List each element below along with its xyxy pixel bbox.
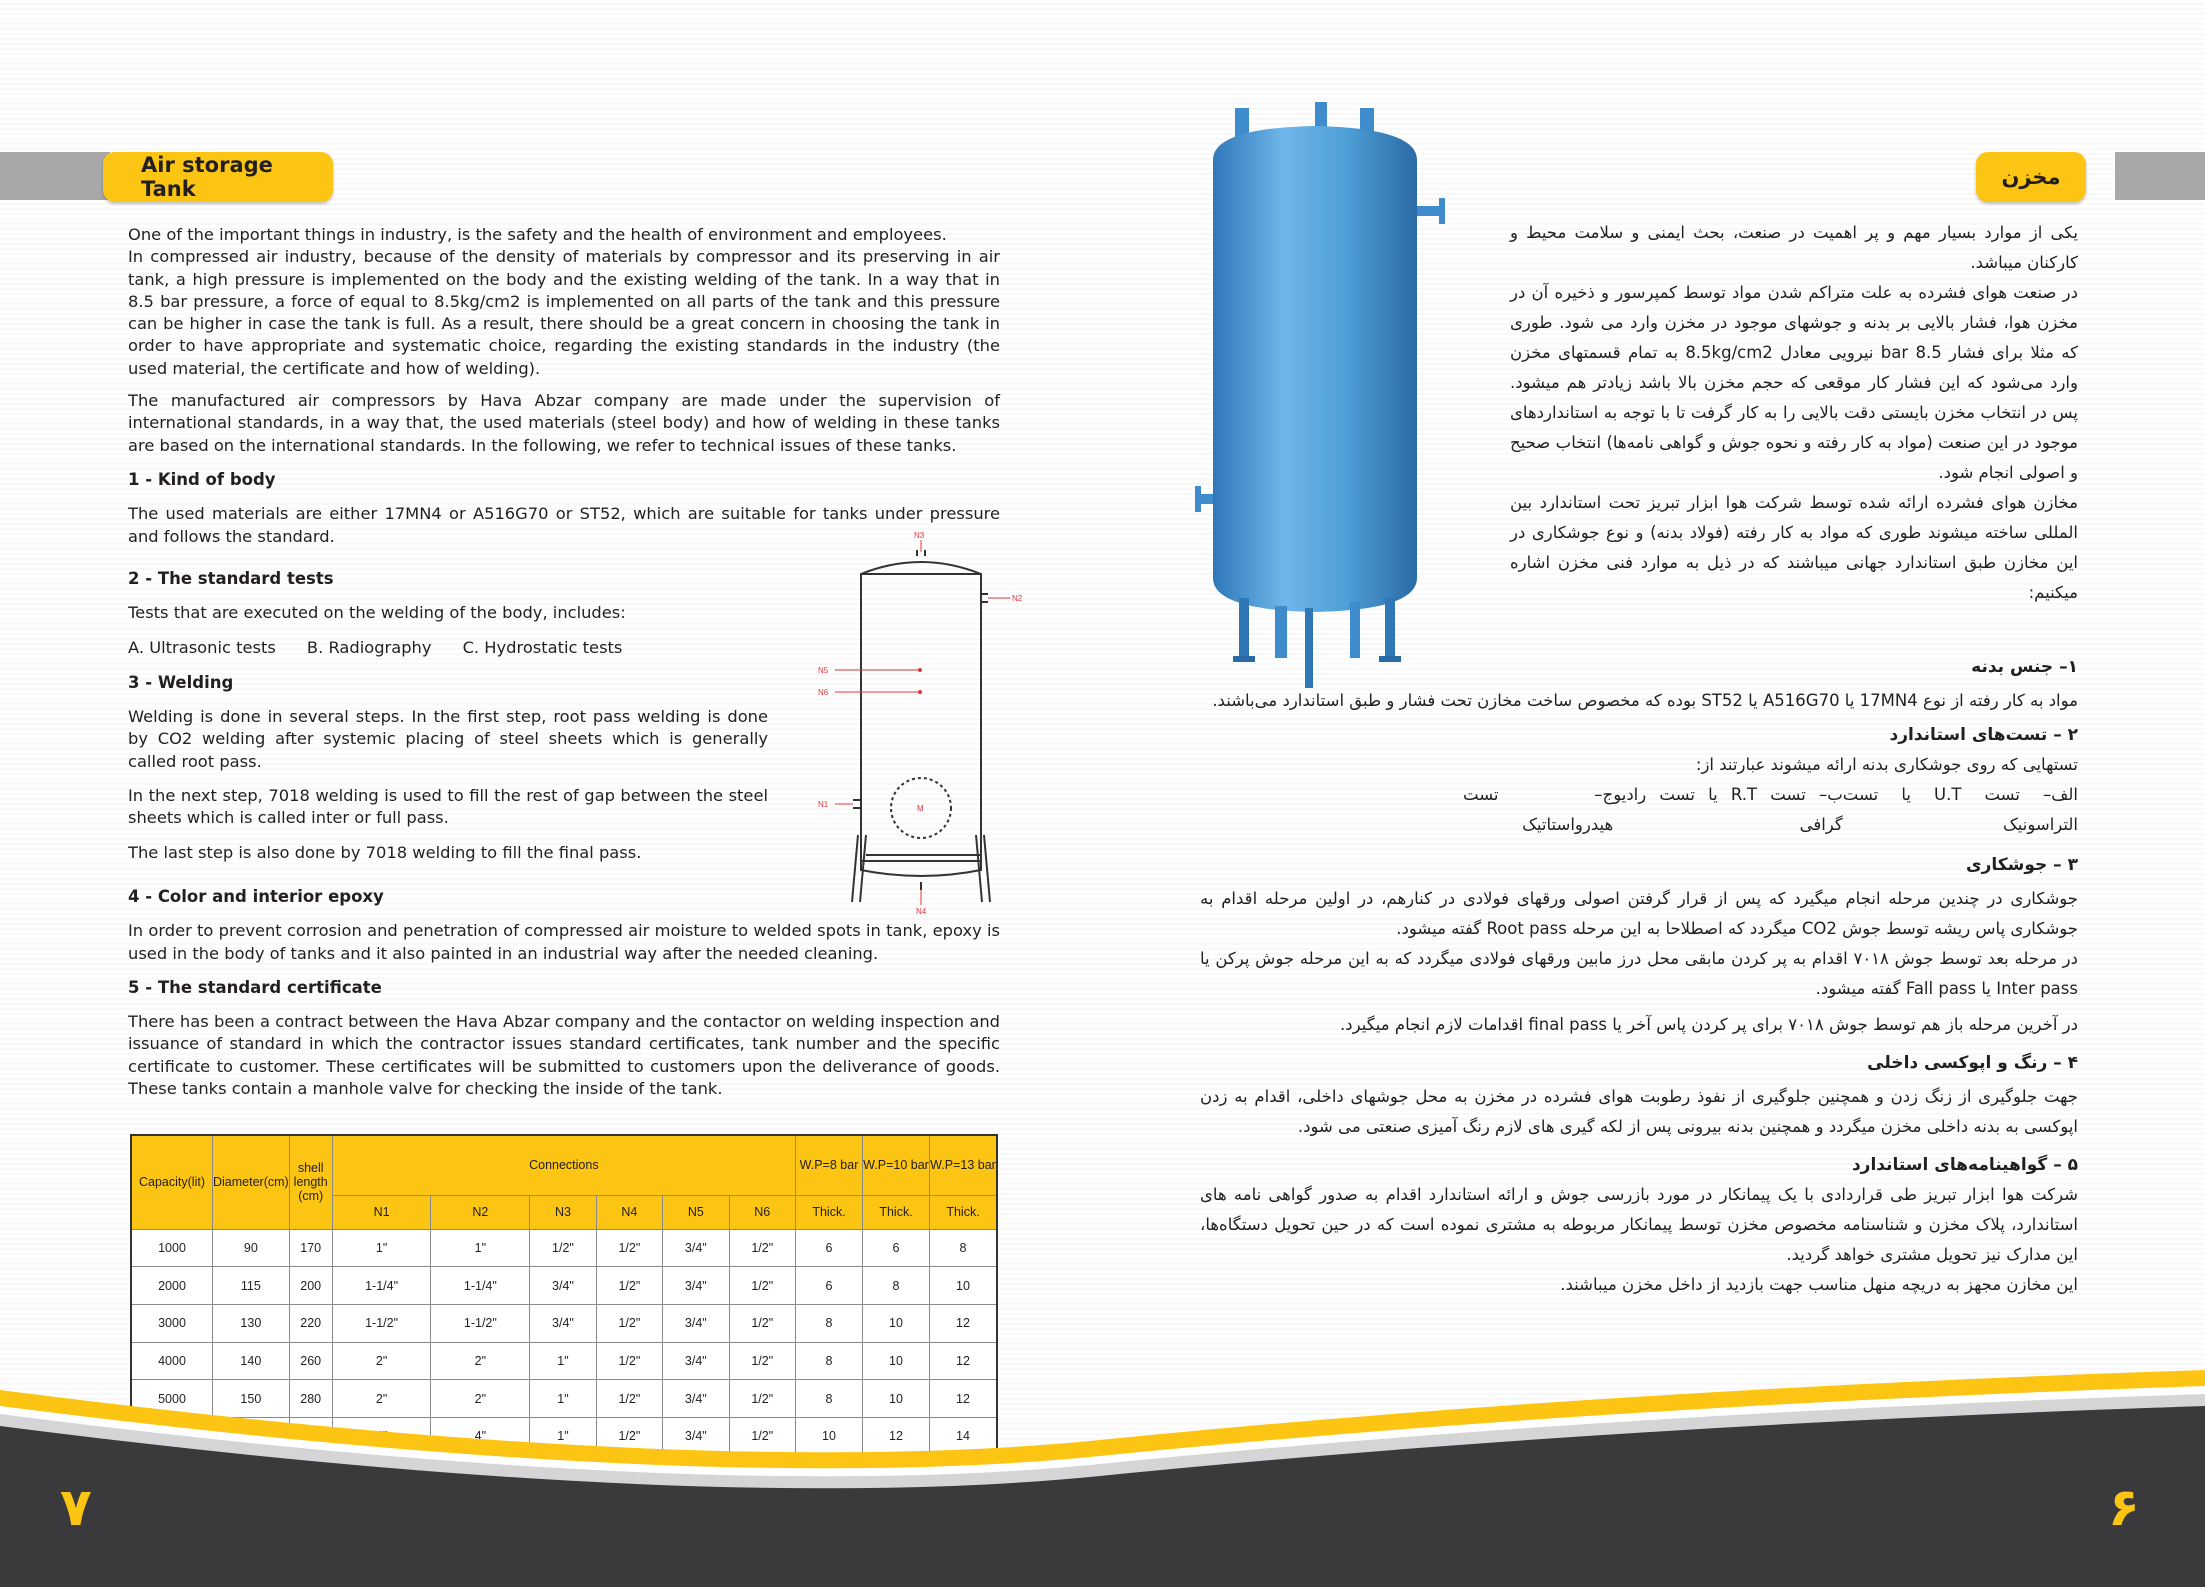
- right-sections: [1200, 652, 2078, 1300]
- test-item: ج– تست هیدرواستاتیک: [1463, 785, 1614, 834]
- table-cell: 2": [431, 1380, 530, 1418]
- intro-paragraph: The manufactured air compressors by Hava Abzar company are made under the supervision of international standards, in a way that, the used materials (steel body) and how of welding in these tanks are based on the international standards. In the following, we refer to technical issues of these tanks.: [128, 391, 1000, 455]
- table-cell: 1/2": [596, 1229, 662, 1267]
- table-cell: 10: [863, 1305, 930, 1343]
- table-cell: 3/4": [663, 1417, 729, 1455]
- col-connections: Connections: [332, 1135, 795, 1195]
- table-cell: 90: [213, 1229, 290, 1267]
- table-cell: 1": [530, 1342, 596, 1380]
- section-heading-body: ۱– جنس بدنه: [1971, 657, 2078, 677]
- table-cell: 3/4": [663, 1229, 729, 1267]
- table-cell: 8: [930, 1229, 998, 1267]
- page-number-left: ۷: [60, 1478, 92, 1538]
- right-section-title: مخزن: [1976, 152, 2086, 202]
- table-cell: 3000: [131, 1305, 213, 1343]
- table-cell: 1": [332, 1229, 431, 1267]
- table-cell: 1-1/4": [332, 1267, 431, 1305]
- tank-technical-drawing: [800, 530, 1050, 925]
- col-wp10: W.P=10 bar: [863, 1135, 930, 1195]
- intro-paragraph: در صنعت هوای فشرده به علت متراکم شدن مواد توسط کمپرسور و ذخیره آن در مخزن هوا، فشار بالایی بر بدنه و جوشهای موجود در مخزن وارد می شود. طوری که مثلا برای فشار 8.5 bar نیرویی معادل 8.5kg/cm2 به تمام قسمتهای مخزن وارد می‌شود که این فشار کار موقعی که حجم مخزن بالا باشد زیادتر هم میشود. پس در انتخاب مخزن بایستی دقت بالایی را به کار گرفت تا با توجه به استانداردهای موجود در این صنعت (مواد به کار رفته و نحوه جوش و گواهی نامه‌ها) انتخاب صحیح و اصولی انجام شود.: [1510, 283, 2078, 482]
- table-cell: 260: [289, 1342, 332, 1380]
- table-cell: 2": [332, 1380, 431, 1418]
- section-text-kind-of-body: The used materials are either 17MN4 or A516G70 or ST52, which are suitable for tanks under pressure and follows the standard.: [128, 504, 1000, 546]
- table-cell: 1/2": [596, 1380, 662, 1418]
- table-cell: 8: [796, 1380, 863, 1418]
- page-number-right: ۶: [2108, 1478, 2140, 1538]
- table-cell: 170: [289, 1229, 332, 1267]
- col-shell-length: shell length (cm): [289, 1135, 332, 1229]
- section-text-certificate: There has been a contract between the Hava Abzar company and the contactor on welding inspection and issuance of standard in which the contractor issues standard certificates, tank number and the specific certificate to customer. These certificates will be submitted to customers upon the deliverance of goods. These tanks contain a manhole valve for checking the inside of the tank.: [128, 1012, 1000, 1099]
- table-cell: 2": [431, 1342, 530, 1380]
- table-cell: 6: [796, 1267, 863, 1305]
- table-row: [131, 1267, 997, 1305]
- section-text-tests: تستهایی که روی جوشکاری بدنه ارائه میشوند عبارتند از:: [1695, 755, 2078, 774]
- footer-wave: [0, 1330, 2205, 1587]
- col-wp8: W.P=8 bar: [796, 1135, 863, 1195]
- table-cell: 1/2": [729, 1380, 795, 1418]
- table-cell: 1/2": [596, 1417, 662, 1455]
- label-n1: N1: [818, 800, 829, 809]
- table-cell: 10: [930, 1267, 998, 1305]
- right-header-strip: [2115, 152, 2205, 200]
- sub-header: N4: [596, 1195, 662, 1229]
- table-cell: 3/4": [663, 1342, 729, 1380]
- test-item: الف– تست U.T یا تست التراسونیک: [1842, 785, 2078, 834]
- section-text-body: مواد به کار رفته از نوع 17MN4 یا A516G70 یا ST52 بوده که مخصوص ساخت مخازن تحت فشار و طبق استاندارد می‌باشند.: [1212, 691, 2078, 710]
- section-text-certificate: شرکت هوا ابزار تبریز طی قراردادی با یک پیمانکار در مورد بازرسی جوش و ارائه استاندارد اقدام به صدور گواهی نامه های استاندارد، پلاک مخزن و شناسنامه مخصوص مخزن توسط پیمانکار مربوطه به مشتری نموده است که در حین تحویل دستگاه‌ها، این مدارک نیز تحویل مشتری خواهد گردید.: [1200, 1185, 2078, 1264]
- table-cell: 200: [289, 1267, 332, 1305]
- table-cell: 1/2": [596, 1305, 662, 1343]
- section-text-manhole: این مخازن مجهز به دریچه منهل مناسب جهت بازدید از داخل مخزن میباشند.: [1560, 1275, 2078, 1294]
- table-cell: 1000: [131, 1229, 213, 1267]
- welding-step-2: در مرحله بعد توسط جوش ۷۰۱۸ اقدام به پر کردن مابقی محل درز مابین ورقهای فولادی میگردد که به این مرحله جوش پرکن یا Inter pass یا Fall pass گفته میشود.: [1200, 949, 2078, 998]
- table-cell: 1": [530, 1380, 596, 1418]
- label-n6: N6: [818, 688, 829, 697]
- welding-step-1: جوشکاری در چندین مرحله انجام میگیرد که پس از قرار گرفتن اصولی ورقهای فولادی در کنارهم، در اولین مرحله اقدام به جوشکاری پاس ریشه توسط جوش CO2 میگردد که اصطلاحا به این مرحله Root pass گفته میشود.: [1200, 889, 2078, 938]
- section-heading-epoxy: ۴ – رنگ و اپوکسی داخلی: [1867, 1053, 2078, 1073]
- table-cell: 2000: [131, 1267, 213, 1305]
- table-cell: 1/2": [729, 1417, 795, 1455]
- sub-header: Thick.: [796, 1195, 863, 1229]
- table-cell: 10: [863, 1342, 930, 1380]
- table-row: [131, 1229, 997, 1267]
- test-item: ب– تست R.T یا تست رادیو گرافی: [1613, 785, 1843, 834]
- table-cell: 5000: [131, 1380, 213, 1418]
- test-item: A. Ultrasonic tests: [128, 637, 276, 657]
- section-heading-welding: 3 - Welding: [128, 672, 234, 692]
- table-cell: 8: [796, 1305, 863, 1343]
- table-cell: 280: [289, 1380, 332, 1418]
- table-cell: 130: [213, 1305, 290, 1343]
- table-cell: 8: [796, 1342, 863, 1380]
- section-heading-certificate: ۵ – گواهینامه‌های استاندارد: [1851, 1155, 2078, 1175]
- label-n4: N4: [916, 907, 927, 916]
- air-tank-photo: [1195, 98, 1445, 688]
- table-cell: 150: [213, 1380, 290, 1418]
- intro-paragraph: One of the important things in industry, is the safety and the health of environment and employees.: [128, 225, 947, 244]
- table-cell: 12: [930, 1342, 998, 1380]
- table-cell: 1-1/2": [332, 1305, 431, 1343]
- table-cell: 12: [930, 1305, 998, 1343]
- table-cell: 3/4": [530, 1305, 596, 1343]
- table-cell: 3/4": [663, 1380, 729, 1418]
- label-n5: N5: [818, 666, 829, 675]
- left-section-title: Air storage Tank: [103, 152, 333, 202]
- table-cell: 3/4": [663, 1267, 729, 1305]
- table-cell: 10: [796, 1417, 863, 1455]
- table-cell: 1/2": [729, 1267, 795, 1305]
- label-m: M: [917, 804, 924, 813]
- table-cell: 1-1/2": [431, 1305, 530, 1343]
- table-cell: 6: [863, 1229, 930, 1267]
- table-cell: 1": [530, 1417, 596, 1455]
- left-header-strip: [0, 152, 110, 200]
- table-cell: 2": [332, 1342, 431, 1380]
- section-heading-color-epoxy: 4 - Color and interior epoxy: [128, 887, 384, 906]
- intro-paragraph: یکی از موارد بسیار مهم و پر اهمیت در صنعت، بحث ایمنی و سلامت محیط و کارکنان میباشد.: [1510, 223, 2078, 272]
- test-item: B. Radiography: [306, 637, 432, 657]
- section-text-standard-tests: Tests that are executed on the welding of the body, includes:: [128, 603, 626, 623]
- table-cell: 1/2": [729, 1305, 795, 1343]
- table-cell: 12: [863, 1417, 930, 1455]
- table-cell: 1/2": [596, 1342, 662, 1380]
- table-cell: 220: [289, 1305, 332, 1343]
- table-cell: 12: [930, 1380, 998, 1418]
- table-cell: 1/2": [729, 1229, 795, 1267]
- section-heading-kind-of-body: 1 - Kind of body: [128, 469, 276, 489]
- left-intro: [128, 224, 1000, 548]
- welding-step-1: Welding is done in several steps. In the first step, root pass welding is done by CO2 welding after systemic placing of steel sheets which is generally called root pass.: [128, 707, 768, 771]
- table-cell: 1/2": [729, 1342, 795, 1380]
- welding-step-2: In the next step, 7018 welding is used to fill the rest of gap between the steel sheets which is called inter or full pass.: [128, 786, 768, 828]
- table-cell: 4000: [131, 1342, 213, 1380]
- table-cell: 3/4": [663, 1305, 729, 1343]
- section-heading-standard-tests: 2 - The standard tests: [128, 569, 334, 588]
- table-cell: 140: [213, 1342, 290, 1380]
- test-item: C. Hydrostatic tests: [462, 637, 623, 657]
- tests-list: [1463, 780, 2078, 840]
- col-wp13: W.P=13 bar: [930, 1135, 998, 1195]
- table-cell: 1/2": [596, 1267, 662, 1305]
- sub-header: Thick.: [930, 1195, 998, 1229]
- section-text-color-epoxy: In order to prevent corrosion and penetration of compressed air moisture to welded spots in tank, epoxy is used in the body of tanks and it also painted in an industrial way after the needed cleaning.: [128, 921, 1000, 963]
- table-cell: 1": [431, 1229, 530, 1267]
- section-heading-certificate: 5 - The standard certificate: [128, 977, 382, 997]
- section-heading-welding: ۳ – جوشکاری: [1966, 855, 2078, 875]
- label-n2: N2: [1012, 594, 1023, 603]
- sub-header: N1: [332, 1195, 431, 1229]
- table-cell: 6: [796, 1229, 863, 1267]
- right-intro: [1510, 218, 2078, 608]
- section-text-epoxy: جهت جلوگیری از زنگ زدن و همچنین جلوگیری از نفوذ رطوبت هوای فشرده در مخزن به محل جوشهای داخلی، اقدام به زدن اپوکسی به بدنه داخلی مخزن میگردد و همچنین بدنه بیرونی پس از لکه گیری های لازم رنگ آمیزی صنعتی می شود.: [1200, 1087, 2078, 1136]
- sub-header: N5: [663, 1195, 729, 1229]
- table-cell: 1/2": [530, 1229, 596, 1267]
- section-heading-tests: ۲ – تست‌های استاندارد: [1889, 725, 2078, 745]
- table-cell: 10: [863, 1380, 930, 1418]
- table-cell: 1-1/4": [431, 1267, 530, 1305]
- table-cell: 4": [431, 1417, 530, 1455]
- label-n3: N3: [914, 531, 925, 540]
- table-cell: 3/4": [530, 1267, 596, 1305]
- sub-header: N3: [530, 1195, 596, 1229]
- col-capacity: Capacity(lit): [131, 1135, 213, 1229]
- sub-header: N2: [431, 1195, 530, 1229]
- sub-header: N6: [729, 1195, 795, 1229]
- tests-list: [128, 637, 768, 659]
- left-tests-block: [128, 568, 768, 864]
- table-cell: 14: [930, 1417, 998, 1455]
- sub-header: Thick.: [863, 1195, 930, 1229]
- intro-paragraph: In compressed air industry, because of the density of materials by compressor and its preserving in air tank, a high pressure is implemented on the body and the existing welding of the tank. In a way that in 8.5 bar pressure, a force of equal to 8.5kg/cm2 is implemented on all parts of the tank and this pressure can be higher in case the tank is full. As a result, there should be a great concern in choosing the tank in order to have appropriate and systematic choice, regarding the existing standards in the industry (the used material, the certificate and how of welding).: [128, 247, 1000, 378]
- table-cell: 8: [863, 1267, 930, 1305]
- col-diameter: Diameter(cm): [213, 1135, 290, 1229]
- welding-step-3: در آخرین مرحله باز هم توسط جوش ۷۰۱۸ برای پر کردن پاس آخر یا final pass اقدامات لازم انجام میگیرد.: [1340, 1015, 2078, 1034]
- table-cell: 115: [213, 1267, 290, 1305]
- welding-step-3: The last step is also done by 7018 welding to fill the final pass.: [128, 842, 642, 862]
- intro-paragraph: مخازن هوای فشرده ارائه شده توسط شرکت هوا ابزار تبریز تحت استاندارد بین المللی ساخته میشوند طوری که مواد به کار رفته (فولاد بدنه) و نوع جوشکاری در این مخازن طبق استاندارد جهانی میباشند که در ذیل به موارد فنی مخزن اشاره میکنیم:: [1510, 493, 2078, 602]
